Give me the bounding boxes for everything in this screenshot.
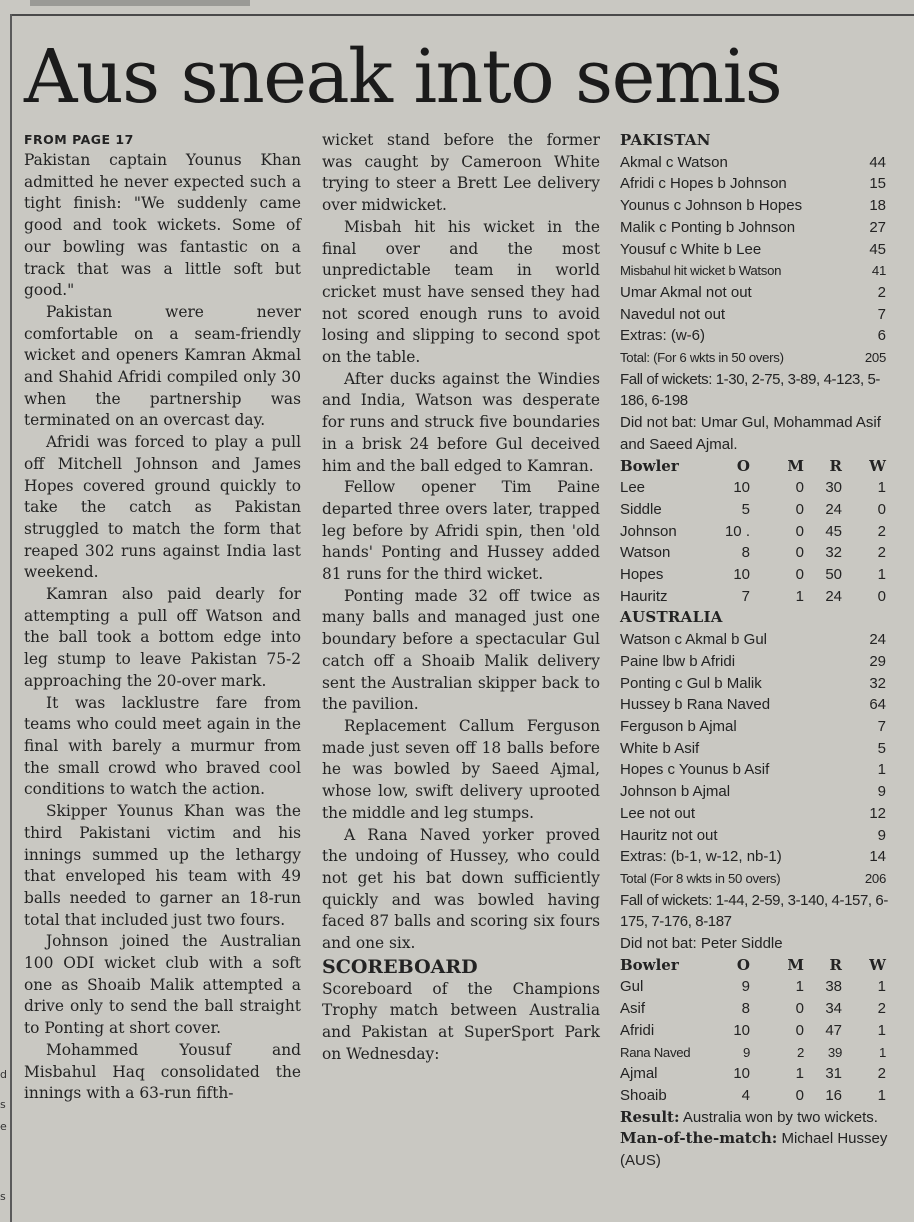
maidens: 0 bbox=[795, 479, 804, 497]
batsman: Watson c Akmal b Gul bbox=[620, 631, 767, 649]
bowler: Asif bbox=[620, 1000, 646, 1018]
batting-row bbox=[620, 716, 890, 738]
runs: 7 bbox=[877, 717, 886, 735]
batsman: Afridi c Hopes b Johnson bbox=[620, 175, 787, 193]
wickets: 0 bbox=[877, 587, 886, 605]
runs: 18 bbox=[869, 197, 886, 215]
bowler: Afridi bbox=[620, 1021, 655, 1039]
runs: 205 bbox=[864, 350, 886, 366]
motm-text: Michael Hussey (AUS) bbox=[620, 1130, 888, 1170]
batsman: Ferguson b Ajmal bbox=[620, 717, 737, 735]
runs: 27 bbox=[869, 218, 886, 236]
bowling-row bbox=[620, 1020, 890, 1042]
batting-row bbox=[620, 694, 890, 716]
wickets: 0 bbox=[877, 500, 886, 518]
wickets: 2 bbox=[877, 544, 886, 562]
bowling-row bbox=[620, 1085, 890, 1107]
team-heading-pakistan: PAKISTAN bbox=[620, 131, 711, 149]
batsman: Misbahul hit wicket b Watson bbox=[620, 263, 782, 279]
team-heading-australia: AUSTRALIA bbox=[620, 608, 723, 627]
runs: 47 bbox=[825, 1021, 842, 1039]
bowling-row bbox=[620, 586, 890, 608]
result bbox=[620, 1107, 890, 1129]
batting-row bbox=[620, 629, 890, 651]
result-label: Result: bbox=[620, 1107, 680, 1126]
wickets: 2 bbox=[877, 522, 886, 540]
overs: 9 bbox=[741, 978, 750, 996]
runs: 2 bbox=[877, 283, 886, 301]
header-rule bbox=[10, 14, 914, 16]
bowling-row bbox=[620, 1063, 890, 1085]
paragraph: Mohammed Yousuf and Misbahul Haq consolidated the innings with a 63-run fifth- bbox=[24, 1040, 301, 1103]
total-label: Total (For 8 wkts in 50 overs) bbox=[620, 870, 781, 886]
batsman: Yousuf c White b Lee bbox=[620, 240, 762, 258]
batting-row bbox=[620, 825, 890, 847]
overs: 8 bbox=[741, 544, 750, 562]
maidens: 0 bbox=[795, 1000, 804, 1018]
batsman: Akmal c Watson bbox=[620, 153, 728, 171]
pakistan-batting bbox=[620, 152, 890, 369]
batting-row bbox=[620, 260, 890, 282]
batsman: Malik c Ponting b Johnson bbox=[620, 218, 796, 236]
batting-row bbox=[620, 781, 890, 803]
batsman: Younus c Johnson b Hopes bbox=[620, 197, 803, 215]
australia-bowling-table bbox=[620, 955, 890, 1107]
runs: 30 bbox=[825, 479, 842, 497]
runs: 9 bbox=[877, 826, 886, 844]
bowler: Rana Naved bbox=[620, 1044, 691, 1060]
scoreboard-heading: SCOREBOARD bbox=[322, 955, 478, 978]
bowling-header bbox=[620, 955, 890, 977]
batsman: Hauritz not out bbox=[620, 826, 718, 844]
maidens: 1 bbox=[795, 978, 804, 996]
pakistan-bowling-table bbox=[620, 456, 890, 608]
paragraph: Replacement Callum Ferguson made just seven off 18 balls before he was bowled by Saeed Ajmal, whose low, swift delivery uprooted the middle and leg stumps. bbox=[322, 716, 600, 822]
runs: 14 bbox=[869, 848, 886, 866]
batting-row bbox=[620, 759, 890, 781]
wickets: 2 bbox=[877, 1000, 886, 1018]
headline: Aus sneak into semis bbox=[24, 34, 782, 120]
wickets: 1 bbox=[878, 1044, 886, 1060]
maidens: 0 bbox=[795, 500, 804, 518]
column-rule bbox=[10, 14, 12, 1222]
paragraph: After ducks against the Windies and India, Watson was desperate for runs and struck five boundaries in a brisk 24 before Gul deceived him and the ball edged to Kamran. bbox=[322, 369, 600, 475]
header-bowler: Bowler bbox=[620, 456, 679, 475]
bowler: Siddle bbox=[620, 500, 662, 518]
runs: 6 bbox=[877, 327, 886, 345]
overs: 10 bbox=[733, 479, 750, 497]
bowler: Johnson bbox=[620, 522, 677, 540]
top-masthead-strip bbox=[30, 0, 250, 6]
batting-row bbox=[620, 738, 890, 760]
runs: 24 bbox=[869, 631, 886, 649]
batting-row bbox=[620, 803, 890, 825]
batsman: Hussey b Rana Naved bbox=[620, 696, 771, 714]
total-label: Total: (For 6 wkts in 50 overs) bbox=[620, 350, 784, 366]
runs: 41 bbox=[871, 263, 886, 279]
runs: 7 bbox=[877, 305, 886, 323]
bowling-row bbox=[620, 477, 890, 499]
did-not-bat: Did not bat: Peter Siddle bbox=[620, 935, 783, 953]
batsman: Navedul not out bbox=[620, 305, 726, 323]
total-row bbox=[620, 868, 890, 890]
bowler: Hauritz bbox=[620, 587, 668, 605]
overs: 9 bbox=[742, 1044, 750, 1060]
paragraph: Fellow opener Tim Paine departed three overs later, trapped leg before by Afridi spin, then 'old hands' Ponting and Hussey added 81 runs for the third wicket. bbox=[322, 478, 600, 584]
runs: 50 bbox=[825, 566, 842, 584]
overs: 5 bbox=[741, 500, 750, 518]
maidens: 0 bbox=[795, 1086, 804, 1104]
runs: 16 bbox=[825, 1086, 842, 1104]
paragraph: Afridi was forced to play a pull off Mitchell Johnson and James Hopes covered ground quickly to take the catch as Pakistan struggled to match the form that reaped 302 runs against India last weekend. bbox=[24, 433, 301, 582]
bowler: Hopes bbox=[620, 566, 664, 584]
batsman: Lee not out bbox=[620, 804, 696, 822]
paragraph: wicket stand before the former was caught by Cameroon White trying to steer a Brett Lee delivery over midwicket. bbox=[322, 131, 600, 215]
header-wickets: W bbox=[869, 456, 886, 475]
total-row bbox=[620, 347, 890, 369]
article-column-1 bbox=[24, 130, 301, 1105]
maidens: 0 bbox=[795, 566, 804, 584]
runs: 9 bbox=[877, 783, 886, 801]
paragraph: Kamran also paid dearly for attempting a pull off Watson and the ball took a bottom edge into leg stump to leave Pakistan 75-2 approaching the 20-over mark. bbox=[24, 585, 301, 690]
paragraph: It was lacklustre fare from teams who could meet again in the final with barely a murmur from the small crowd who braved cool conditions to watch the action. bbox=[24, 693, 301, 799]
edge-fragment: s bbox=[0, 1098, 6, 1111]
bowling-row bbox=[620, 564, 890, 586]
wickets: 1 bbox=[877, 1086, 886, 1104]
batsman: Paine lbw b Afridi bbox=[620, 652, 736, 670]
runs: 24 bbox=[825, 500, 842, 518]
extras-row bbox=[620, 325, 890, 347]
scoreboard-column bbox=[620, 130, 890, 1172]
header-maidens: M bbox=[787, 955, 804, 974]
batsman: Umar Akmal not out bbox=[620, 283, 752, 301]
batting-row bbox=[620, 195, 890, 217]
runs: 45 bbox=[869, 240, 886, 258]
header-overs: O bbox=[736, 456, 750, 475]
paragraph: Pakistan captain Younus Khan admitted he never expected such a tight finish: "We suddenly came good and took wickets. Some of our bowling was fantastic on a track that was a little soft but good." bbox=[24, 151, 301, 300]
runs: 24 bbox=[825, 587, 842, 605]
bowling-row bbox=[620, 499, 890, 521]
overs: 10 . bbox=[724, 522, 750, 540]
extras-label: Extras: (w-6) bbox=[620, 327, 706, 345]
bowler: Ajmal bbox=[620, 1065, 658, 1083]
bowling-row bbox=[620, 998, 890, 1020]
batting-row bbox=[620, 673, 890, 695]
runs: 29 bbox=[869, 652, 886, 670]
batsman: Johnson b Ajmal bbox=[620, 783, 731, 801]
kicker: FROM PAGE 17 bbox=[24, 132, 134, 147]
runs: 38 bbox=[825, 978, 842, 996]
did-not-bat: Did not bat: Umar Gul, Mohammad Asif and Saeed Ajmal. bbox=[620, 414, 881, 453]
bowling-row bbox=[620, 1042, 890, 1064]
man-of-the-match bbox=[620, 1128, 890, 1171]
edge-fragment: d bbox=[0, 1068, 7, 1081]
batsman: White b Asif bbox=[620, 739, 700, 757]
overs: 4 bbox=[741, 1086, 750, 1104]
overs: 10 bbox=[733, 566, 750, 584]
maidens: 1 bbox=[795, 1065, 804, 1083]
header-overs: O bbox=[736, 955, 750, 974]
overs: 10 bbox=[733, 1021, 750, 1039]
motm-label: Man-of-the-match: bbox=[620, 1129, 778, 1148]
header-wickets: W bbox=[869, 955, 886, 974]
wickets: 1 bbox=[877, 978, 886, 996]
batting-row bbox=[620, 217, 890, 239]
runs: 31 bbox=[825, 1065, 842, 1083]
paragraph: Pakistan were never comfortable on a seam-friendly wicket and openers Kamran Akmal and Shahid Afridi compiled only 30 when the partnership was terminated on an overcast day. bbox=[24, 302, 301, 430]
runs: 45 bbox=[825, 522, 842, 540]
runs: 34 bbox=[825, 1000, 842, 1018]
overs: 8 bbox=[741, 1000, 750, 1018]
header-maidens: M bbox=[787, 456, 804, 475]
runs: 64 bbox=[869, 696, 886, 714]
bowling-header bbox=[620, 456, 890, 478]
fall-of-wickets: Fall of wickets: 1-30, 2-75, 3-89, 4-123, 5-186, 6-198 bbox=[620, 370, 881, 410]
extras-row bbox=[620, 846, 890, 868]
batsman: Hopes c Younus b Asif bbox=[620, 761, 770, 779]
overs: 10 bbox=[733, 1065, 750, 1083]
edge-fragment: e bbox=[0, 1120, 7, 1133]
article-column-2 bbox=[322, 130, 600, 1066]
runs: 1 bbox=[877, 761, 886, 779]
fall-of-wickets: Fall of wickets: 1-44, 2-59, 3-140, 4-157, 6-175, 7-176, 8-187 bbox=[620, 891, 888, 931]
runs: 5 bbox=[877, 739, 886, 757]
paragraph: A Rana Naved yorker proved the undoing of Hussey, who could not get his bat down sufficiently quickly and was bowled having faced 87 balls and scoring six fours and one six. bbox=[322, 825, 600, 953]
wickets: 1 bbox=[877, 479, 886, 497]
maidens: 0 bbox=[795, 1021, 804, 1039]
batting-row bbox=[620, 239, 890, 261]
wickets: 1 bbox=[877, 566, 886, 584]
maidens: 0 bbox=[795, 522, 804, 540]
scoreboard-intro: Scoreboard of the Champions Trophy match between Australia and Pakistan at SuperSport Park on Wednesday: bbox=[322, 979, 600, 1063]
header-bowler: Bowler bbox=[620, 955, 679, 974]
bowler: Lee bbox=[620, 479, 646, 497]
runs: 32 bbox=[869, 674, 886, 692]
paragraph: Skipper Younus Khan was the third Pakistani victim and his innings summed up the lethargy that enveloped his team with 49 balls needed to garner an 18-run total that included just two fours. bbox=[24, 802, 301, 929]
batting-row bbox=[620, 282, 890, 304]
runs: 44 bbox=[869, 153, 886, 171]
extras-label: Extras: (b-1, w-12, nb-1) bbox=[620, 848, 782, 866]
overs: 7 bbox=[741, 587, 750, 605]
runs: 39 bbox=[827, 1044, 842, 1060]
batting-row bbox=[620, 173, 890, 195]
batsman: Ponting c Gul b Malik bbox=[620, 674, 762, 692]
maidens: 1 bbox=[795, 587, 804, 605]
runs: 206 bbox=[864, 870, 886, 886]
result-text: Australia won by two wickets. bbox=[682, 1108, 878, 1126]
bowler: Shoaib bbox=[620, 1086, 667, 1104]
paragraph: Ponting made 32 off twice as many balls and managed just one boundary before a spectacular Gul catch off a Shoaib Malik delivery sent the Australian skipper back to the pavilion. bbox=[322, 586, 600, 714]
bowler: Gul bbox=[620, 978, 644, 996]
runs: 12 bbox=[869, 804, 886, 822]
batting-row bbox=[620, 152, 890, 174]
paragraph: Misbah hit his wicket in the final over and the most unpredictable team in world cricket must have sensed they had not scored enough runs to avoid losing and slipping to second spot on the table. bbox=[322, 217, 600, 367]
wickets: 1 bbox=[877, 1021, 886, 1039]
bowling-row bbox=[620, 521, 890, 543]
paragraph: Johnson joined the Australian 100 ODI wicket club with a soft one as Shoaib Malik attempted a drive only to send the ball straight to Ponting at short cover. bbox=[24, 932, 301, 1038]
bowling-row bbox=[620, 976, 890, 998]
bowler: Watson bbox=[620, 544, 671, 562]
runs: 32 bbox=[825, 544, 842, 562]
batting-row bbox=[620, 304, 890, 326]
header-runs: R bbox=[829, 955, 842, 974]
maidens: 0 bbox=[795, 544, 804, 562]
batting-row bbox=[620, 651, 890, 673]
maidens: 2 bbox=[796, 1044, 804, 1060]
edge-fragment: s bbox=[0, 1190, 6, 1203]
wickets: 2 bbox=[877, 1065, 886, 1083]
runs: 15 bbox=[869, 175, 886, 193]
bowling-row bbox=[620, 542, 890, 564]
australia-batting bbox=[620, 629, 890, 889]
header-runs: R bbox=[829, 456, 842, 475]
